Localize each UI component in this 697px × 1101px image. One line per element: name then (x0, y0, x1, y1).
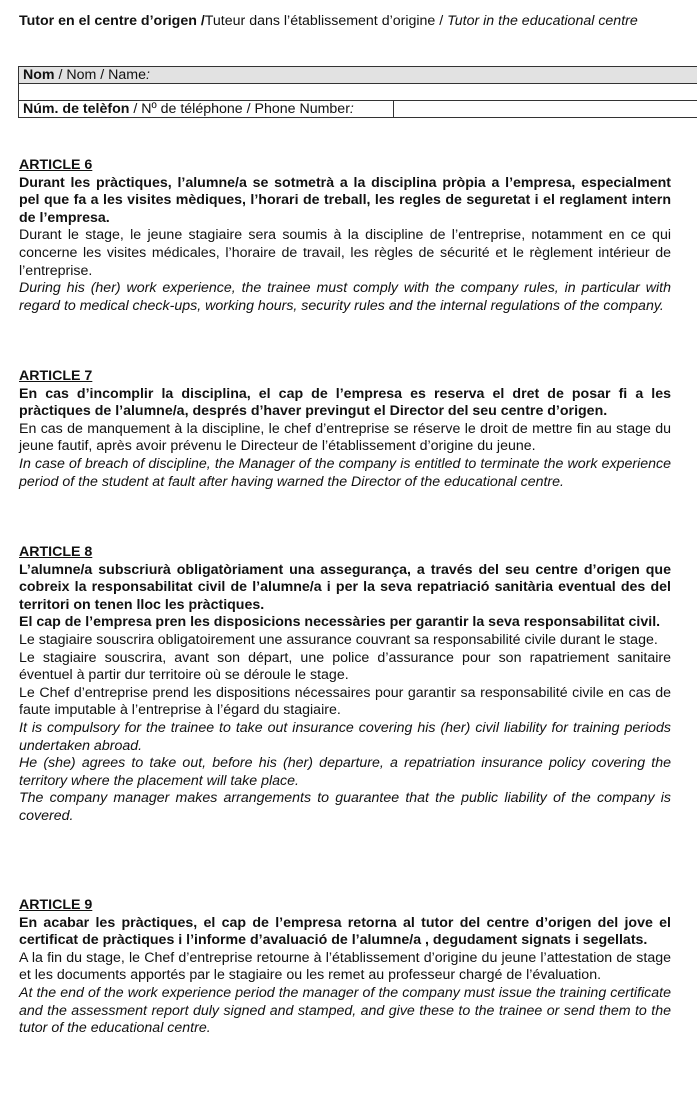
article-text-en: At the end of the work experience period the manager of the company must issue the training certificate and the assessment report duly signed and stamped, and give these to the trainee or send them to the tutor of the educational centre. (19, 984, 671, 1037)
tutor-heading (19, 12, 671, 30)
article-text-ca: En cas d’incomplir la disciplina, el cap de l’empresa es reserva el dret de posar fi a les pràctiques de l’alumne/a, després d’haver previngut el Director del seu centre d’origen. (19, 385, 671, 420)
article-text-fr: En cas de manquement à la discipline, le chef d’entreprise se réserve le droit de mettre fin au stage du jeune fautif, après avoir prévenu le Directeur de l’établissement d’origine du jeune. (19, 420, 671, 455)
article-title: ARTICLE 6 (19, 157, 93, 173)
article-6 (19, 157, 671, 315)
phone-row (19, 101, 697, 118)
article-7 (19, 368, 671, 491)
blank-cell[interactable] (19, 84, 697, 101)
article-text-fr: Durant le stage, le jeune stagiaire sera soumis à la discipline de l’entreprise, notamment en ce qui concerne les visites médicales, l’horaire de travail, les règles de sécurité et le règlement intérieur de l’entreprise. (19, 227, 671, 279)
article-text-fr: Le Chef d’entreprise prend les dispositions nécessaires pour garantir sa responsabilité civile en cas de faute imputable à l’entreprise à l’égard du stagiaire. (19, 684, 671, 719)
article-text-ca: Durant les pràctiques, l’alumne/a se sotmetrà a la disciplina pròpia a l’empresa, especialment pel que fa a les visites mèdiques, l’horari de treball, les regles de seguretat i el reglament intern de l’empresa. (19, 174, 671, 226)
tutor-heading-en: Tutor in the educational centre (447, 13, 638, 29)
tutor-details-table (18, 66, 697, 118)
phone-label-cell (19, 101, 394, 118)
name-label-colon: : (145, 67, 150, 83)
article-title: ARTICLE 7 (19, 368, 93, 384)
phone-label-colon: : (349, 101, 354, 117)
article-8 (19, 544, 671, 826)
article-title: ARTICLE 9 (19, 897, 93, 913)
article-text-fr: Le stagiaire souscrira, avant son départ, une police d’assurance pour son rapatriement sanitaire éventuel à partir dur territoire où se déroule le stage. (19, 649, 671, 684)
article-9 (19, 897, 671, 1038)
name-label-ca: Nom (23, 67, 55, 83)
article-text-en: He (she) agrees to take out, before his (her) departure, a repatriation insurance policy covering the territory where the placement will take place. (19, 755, 671, 789)
phone-value-cell[interactable] (394, 101, 697, 118)
article-text-en: It is compulsory for the trainee to take out insurance covering his (her) civil liability for training periods undertaken abroad. (19, 719, 671, 754)
tutor-section (19, 12, 671, 30)
article-text-en: The company manager makes arrangements to guarantee that the public liability of the company is covered. (19, 790, 671, 824)
article-text-fr: Le stagiaire souscrira obligatoirement une assurance couvrant sa responsabilité civile durant le stage. (19, 631, 658, 648)
phone-label-ca: Núm. de telèfon (23, 101, 130, 117)
article-title: ARTICLE 8 (19, 544, 93, 560)
name-label-rest: / Nom / Name (54, 67, 146, 83)
article-text-ca: El cap de l’empresa pren les disposicions necessàries per garantir la seva responsabilitat civil. (19, 614, 661, 631)
article-text-ca: L’alumne/a subscriurà obligatòriament una assegurança, a través del seu centre d’origen que cobreix la responsabilitat civil de l’alumne/a i per la seva repatriació sanitària eventual des del territori on tenen lloc les pràctiques. (19, 561, 671, 613)
article-text-ca: En acabar les pràctiques, el cap de l’empresa retorna al tutor del centre d’origen del jove el certificat de pràctiques i l’informe d’avaluació de l’alumne/a , degudament signats i segellats. (19, 914, 671, 949)
tutor-heading-fr: Tuteur dans l’établissement d’origine / (204, 13, 448, 29)
article-text-en: During his (her) work experience, the trainee must comply with the company rules, in particular with regard to medical check-ups, working hours, security rules and the internal regulations of the company. (19, 280, 671, 314)
name-row (19, 67, 697, 84)
tutor-heading-ca: Tutor en el centre d’origen / (19, 13, 205, 29)
blank-row (19, 84, 697, 101)
name-field[interactable] (19, 67, 697, 84)
phone-label-rest: / Nº de téléphone / Phone Number (129, 101, 350, 117)
article-text-fr: A la fin du stage, le Chef d’entreprise retourne à l’établissement d’origine du jeune l’attestation de stage et les documents apportés par le stagiaire ou les remet au professeur chargé de l’évaluation. (19, 949, 671, 984)
article-text-en: In case of breach of discipline, the Manager of the company is entitled to terminate the work experience period of the student at fault after having warned the Director of the educational centre. (19, 455, 671, 490)
